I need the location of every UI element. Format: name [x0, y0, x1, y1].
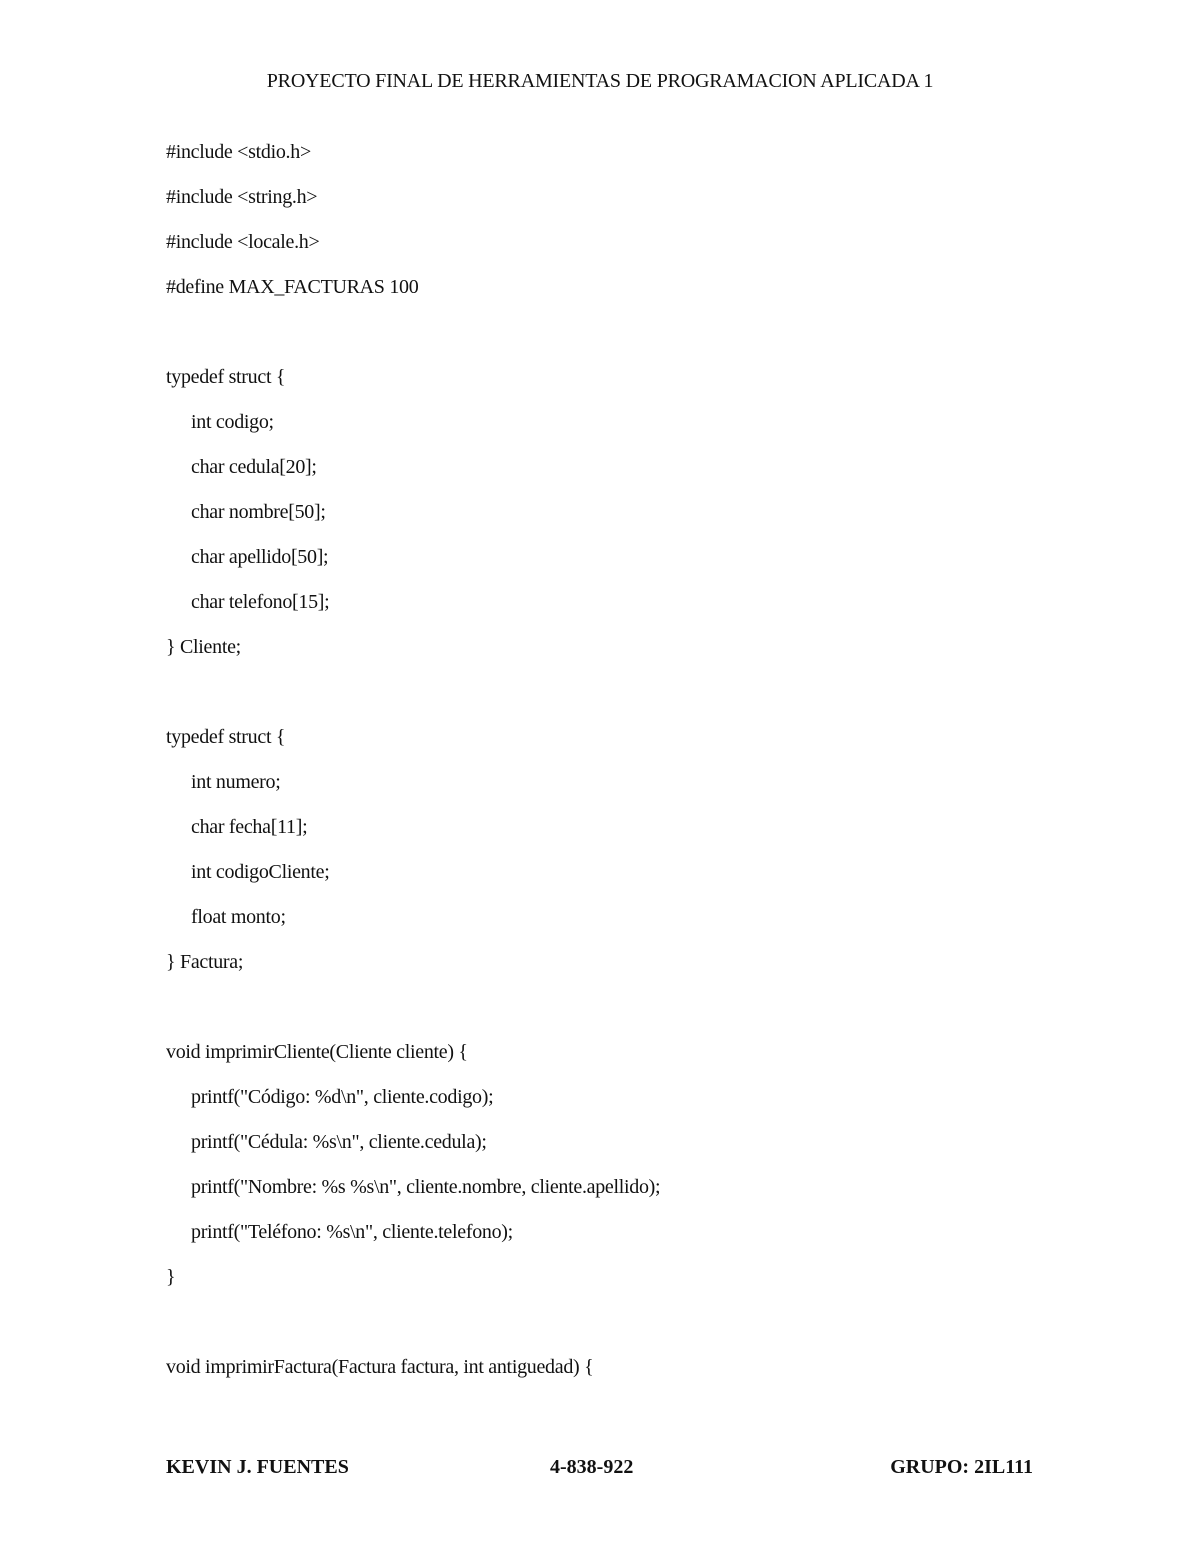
code-line: char telefono[15]; — [191, 591, 330, 613]
code-line: int codigoCliente; — [191, 861, 330, 883]
code-line: printf("Nombre: %s %s\n", cliente.nombre, cliente.apellido); — [191, 1176, 661, 1198]
code-line: } Factura; — [166, 951, 244, 973]
code-line: int codigo; — [191, 411, 274, 433]
code-line: } — [166, 1266, 176, 1288]
code-line: int numero; — [191, 771, 281, 793]
code-line: printf("Teléfono: %s\n", cliente.telefono); — [191, 1221, 513, 1243]
code-line: #include <string.h> — [166, 186, 318, 208]
code-line — [166, 670, 1066, 715]
code-line: printf("Cédula: %s\n", cliente.cedula); — [191, 1131, 487, 1153]
code-line: typedef struct { — [166, 366, 286, 388]
code-line — [166, 310, 1066, 355]
code-listing — [166, 130, 1066, 1390]
code-line: void imprimirCliente(Cliente cliente) { — [166, 1041, 468, 1063]
page-title: PROYECTO FINAL DE HERRAMIENTAS DE PROGRAMACION APLICADA 1 — [266, 70, 934, 92]
footer-author: KEVIN J. FUENTES — [166, 1456, 349, 1478]
code-line: #define MAX_FACTURAS 100 — [166, 276, 419, 298]
code-line: printf("Código: %d\n", cliente.codigo); — [191, 1086, 494, 1108]
code-line: #include <stdio.h> — [166, 141, 311, 163]
code-line: char apellido[50]; — [191, 546, 329, 568]
code-line: float monto; — [191, 906, 286, 928]
code-line — [166, 1300, 1066, 1345]
code-line: } Cliente; — [166, 636, 241, 658]
footer-student-id: 4-838-922 — [550, 1456, 634, 1478]
code-line: char fecha[11]; — [191, 816, 308, 838]
code-line: void imprimirFactura(Factura factura, int antiguedad) { — [166, 1356, 594, 1378]
page-footer — [166, 1456, 1033, 1486]
code-line: typedef struct { — [166, 726, 286, 748]
code-line: char cedula[20]; — [191, 456, 317, 478]
footer-group: GRUPO: 2IL111 — [890, 1456, 1033, 1478]
code-line — [166, 985, 1066, 1030]
code-line: char nombre[50]; — [191, 501, 326, 523]
code-line: #include <locale.h> — [166, 231, 320, 253]
